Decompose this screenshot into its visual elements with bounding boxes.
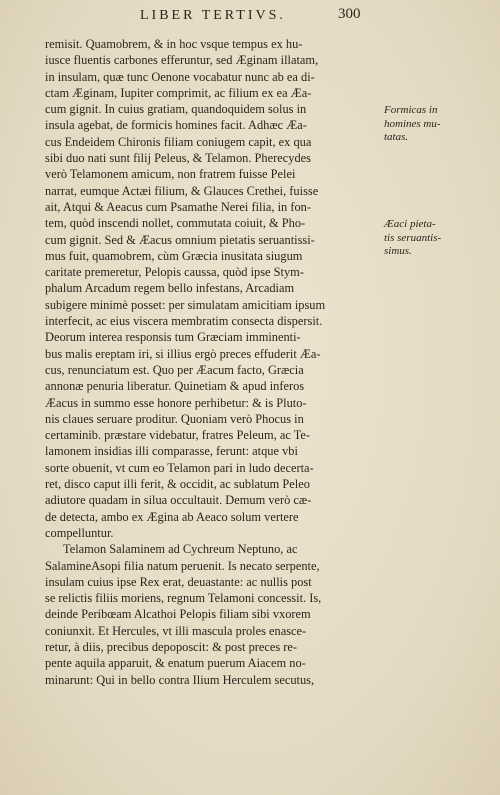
text-line: coniunxit. Et Hercules, vt illi mascula proles enasce- bbox=[45, 623, 307, 638]
text-line: mus fuit, quamobrem, cùm Græcia inusitata siugum bbox=[45, 248, 303, 263]
margin-note-line: homines mu- bbox=[384, 117, 441, 130]
running-head: LIBER TERTIVS. bbox=[140, 8, 286, 23]
margin-note-line: Formicas in bbox=[384, 104, 438, 116]
text-line: verò Telamonem amicum, non fratrem fuisse Pelei bbox=[45, 167, 296, 182]
margin-note-line: Æaci pieta- bbox=[384, 218, 436, 230]
text-line: phalum Arcadum regem bello infestans, Arcadiam bbox=[45, 281, 295, 296]
text-line: lamonem insidias illi comparasse, ferunt: atque vbi bbox=[45, 444, 298, 459]
text-line: certaminib. præstare videbatur, fratres Peleum, ac Te- bbox=[45, 428, 311, 443]
text-line: pente aquila apparuit, & enatum puerum Aiacem no- bbox=[45, 656, 306, 671]
text-line: ait, Atqui & Aeacus cum Psamathe Nerei filia, in fon- bbox=[45, 199, 311, 214]
text-line: iusce fluentis carbones efferuntur, sed Æginam illatam, bbox=[45, 53, 319, 68]
text-line: nis claues seruare proditur. Quoniam verò Phocus in bbox=[45, 411, 304, 426]
text-line: insulam cuius ipse Rex erat, deuastante: ac nullis post bbox=[45, 574, 312, 589]
text-line: compelluntur. bbox=[45, 525, 114, 540]
text-line: de detecta, ambo ex Ægina ab Aeaco solum vertere bbox=[45, 509, 299, 524]
margin-note-aeaci bbox=[384, 218, 494, 259]
text-line: cus, renunciatum est. Quo per Æacum facto, Græcia bbox=[45, 362, 304, 377]
text-line: sorte obuenit, vt cum eo Telamon pari in ludo decerta- bbox=[45, 460, 314, 475]
text-line: ctam Æginam, Iupiter comprimit, ac filium ex ea Æa- bbox=[45, 85, 312, 100]
text-line: adiutore quadam in silua occultauit. Demum verò cæ- bbox=[45, 493, 312, 508]
text-line: narrat, eumque Actæi filium, & Glauces Crethei, fuisse bbox=[45, 183, 319, 198]
margin-note-line: tis seruantis- bbox=[384, 231, 442, 244]
text-line: cus Endeidem Chironis filiam coniugem capit, ex qua bbox=[45, 134, 312, 149]
text-line: insula agebat, de formicis homines facit. Adhæc Æa- bbox=[45, 118, 307, 133]
text-line: bus malis ereptam iri, si illius ergò preces effuderit Æa- bbox=[45, 346, 321, 361]
body-text bbox=[45, 36, 380, 688]
page-header bbox=[0, 6, 500, 28]
text-line: caritate premeretur, Pelopis caussa, quòd ipse Stym- bbox=[45, 265, 304, 280]
text-line: retur, à diis, precibus depoposcit: & post preces re- bbox=[45, 639, 298, 654]
text-line: tem, quòd inscendi nollet, commutata coiuit, & Pho- bbox=[45, 216, 306, 231]
page-number: 300 bbox=[338, 6, 361, 22]
text-line: interfecit, ac eius viscera membratim consecta dispersit. bbox=[45, 314, 323, 329]
text-line: sibi duo nati sunt filij Peleus, & Telamon. Pherecydes bbox=[45, 151, 311, 166]
text-line: cum gignit. Sed & Æacus omnium pietatis seruantissi- bbox=[45, 232, 315, 247]
text-line: minarunt: Qui in bello contra Ilium Herculem secutus, bbox=[45, 672, 315, 687]
text-line: annonæ penuria liberatur. Quinetiam & apud inferos bbox=[45, 379, 305, 394]
text-line: deinde Peribœam Alcathoi Pelopis filiam sibi vxorem bbox=[45, 607, 311, 622]
margin-note-line: tatas. bbox=[384, 131, 409, 143]
text-line: SalamineAsopi filia natum peruenit. Is necato serpente, bbox=[45, 558, 320, 573]
text-line: se relictis filiis moriens, regnum Telamoni concessit. Is, bbox=[45, 591, 322, 606]
text-line: cum gignit. In cuius gratiam, quandoquidem solus in bbox=[45, 102, 307, 117]
margin-note-line: simus. bbox=[384, 245, 412, 257]
text-line: remisit. Quamobrem, & in hoc vsque tempus ex hu- bbox=[45, 37, 303, 51]
text-line: subigere minimè posset: per simulatam amicitiam ipsum bbox=[45, 297, 326, 312]
text-line: Æacus in summo esse honore perhibetur: & is Pluto- bbox=[45, 395, 307, 410]
margin-note-formicas bbox=[384, 104, 494, 145]
text-line: in insulam, quæ tunc Oenone vocabatur nunc ab ea di- bbox=[45, 69, 315, 84]
text-line: ret, disco caput illi ferit, & occidit, ac sublatum Peleo bbox=[45, 477, 310, 492]
text-line: Telamon Salaminem ad Cychreum Neptuno, ac bbox=[63, 542, 298, 557]
text-line: Deorum interea responsis tum Græciam imminenti- bbox=[45, 330, 301, 345]
